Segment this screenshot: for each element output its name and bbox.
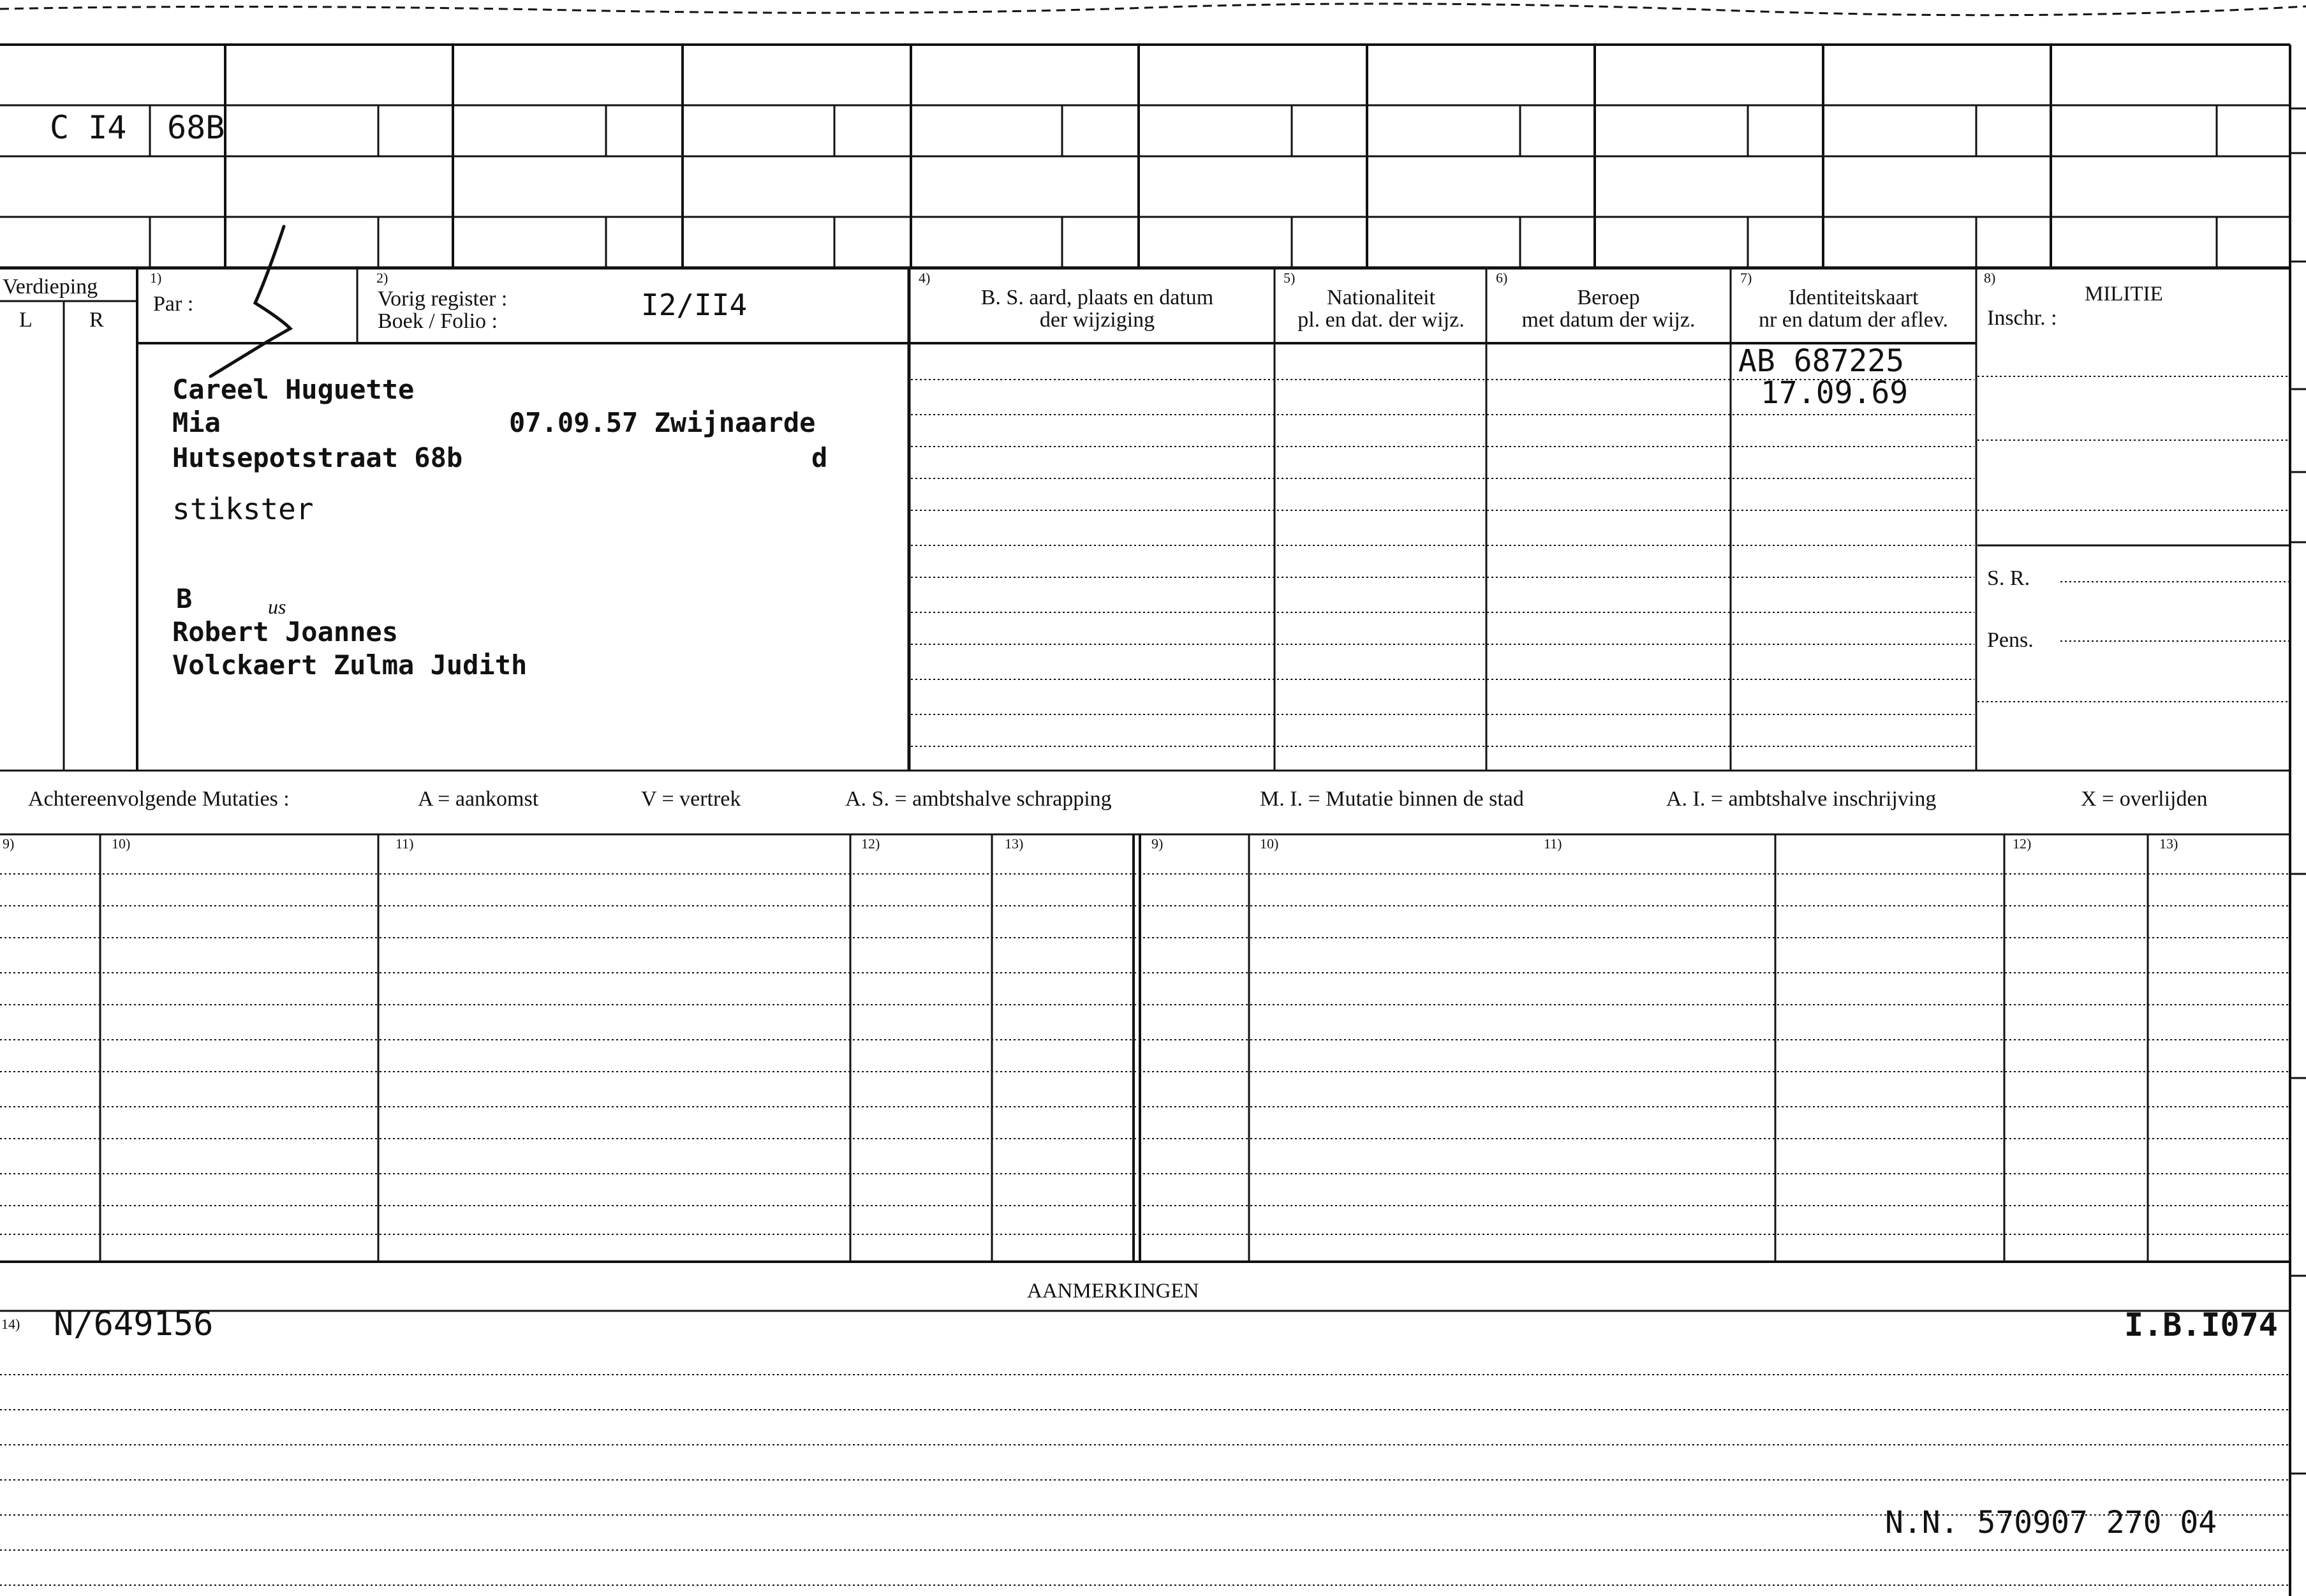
mut-col-10-right: 10) [1260,836,1279,852]
id-card-date: 17.09.69 [1761,375,1909,411]
person-address: Hutsepotstraat 68b [172,442,463,473]
mutation-code-x: X = overlijden [2081,787,2208,811]
col-l-label: L [19,308,33,332]
bs-header-line1: B. S. aard, plaats en datum [980,286,1214,309]
beroep-num: 6) [1496,270,1508,286]
remarks-code: N/649156 [54,1305,214,1343]
militie-pens-label: Pens. [1987,628,2034,652]
mut-col-12-left: 12) [861,836,880,852]
person-name: Careel Huguette [172,374,415,405]
person-father: Robert Joannes [172,616,399,647]
person-birth: 07.09.57 Zwijnaarde [509,407,816,438]
vorig-register-label: Vorig register : [378,287,508,311]
mutations-title: Achtereenvolgende Mutaties : [28,787,290,811]
person-father-correction: us [268,595,286,618]
person-status: B [176,583,193,614]
mut-col-9-left: 9) [3,836,15,852]
par-label: Par : [153,292,194,316]
mut-col-13-left: 13) [1005,836,1024,852]
id-num: 7) [1740,270,1752,286]
mut-col-10-left: 10) [112,836,131,852]
mutation-code-a: A = aankomst [418,787,539,811]
handwritten-par-mark [211,226,290,376]
person-letter-d: d [811,442,828,473]
person-occupation: stikster [172,492,314,526]
militie-inschr-label: Inschr. : [1987,306,2057,330]
beroep-header-line1: Beroep [1577,286,1640,309]
par-num: 1) [150,270,162,286]
mutation-code-as: A. S. = ambtshalve schrapping [845,787,1112,811]
mut-col-12-right: 12) [2013,836,2032,852]
remarks-ref: I.B.I074 [2124,1306,2278,1343]
mil-num: 8) [1984,270,1996,286]
militie-title: MILITIE [2085,283,2163,306]
vorig-register-value: I2/II4 [641,288,748,322]
vorig-num: 2) [376,270,388,286]
mut-col-11-right: 11) [1544,836,1562,852]
mutation-code-v: V = vertrek [641,787,741,811]
bs-num: 4) [919,270,931,286]
person-mother: Volckaert Zulma Judith [172,649,528,681]
id-header-line2: nr en datum der aflev. [1758,308,1949,332]
id-header-line1: Identiteitskaart [1788,286,1919,309]
mutation-code-mi: M. I. = Mutatie binnen de stad [1260,787,1524,811]
col-r-label: R [89,308,104,332]
beroep-header-line2: met datum der wijz. [1521,308,1696,332]
mut-col-9-right: 9) [1151,836,1164,852]
remarks-title: AANMERKINGEN [1027,1280,1199,1303]
id-card-number: AB 687225 [1738,343,1905,379]
boek-folio-label: Boek / Folio : [378,309,498,333]
nat-header-line1: Nationaliteit [1327,286,1435,309]
remarks-num: 14) [1,1316,20,1332]
militie-sr-label: S. R. [1987,566,2030,590]
national-number: N.N. 570907 270 04 [1885,1505,2217,1541]
bs-header-line2: der wijziging [1039,308,1155,332]
mut-col-11-left: 11) [395,836,414,852]
top-code-prefix: C I4 [50,109,127,146]
mut-col-13-right: 13) [2159,836,2178,852]
verdieping-label: Verdieping [3,275,98,299]
mutation-code-ai: A. I. = ambtshalve inschrijving [1666,787,1937,811]
top-code-number: 68B [167,109,225,146]
nat-header-line2: pl. en dat. der wijz. [1297,308,1465,332]
nat-num: 5) [1283,270,1296,286]
person-second-name: Mia [172,407,221,438]
